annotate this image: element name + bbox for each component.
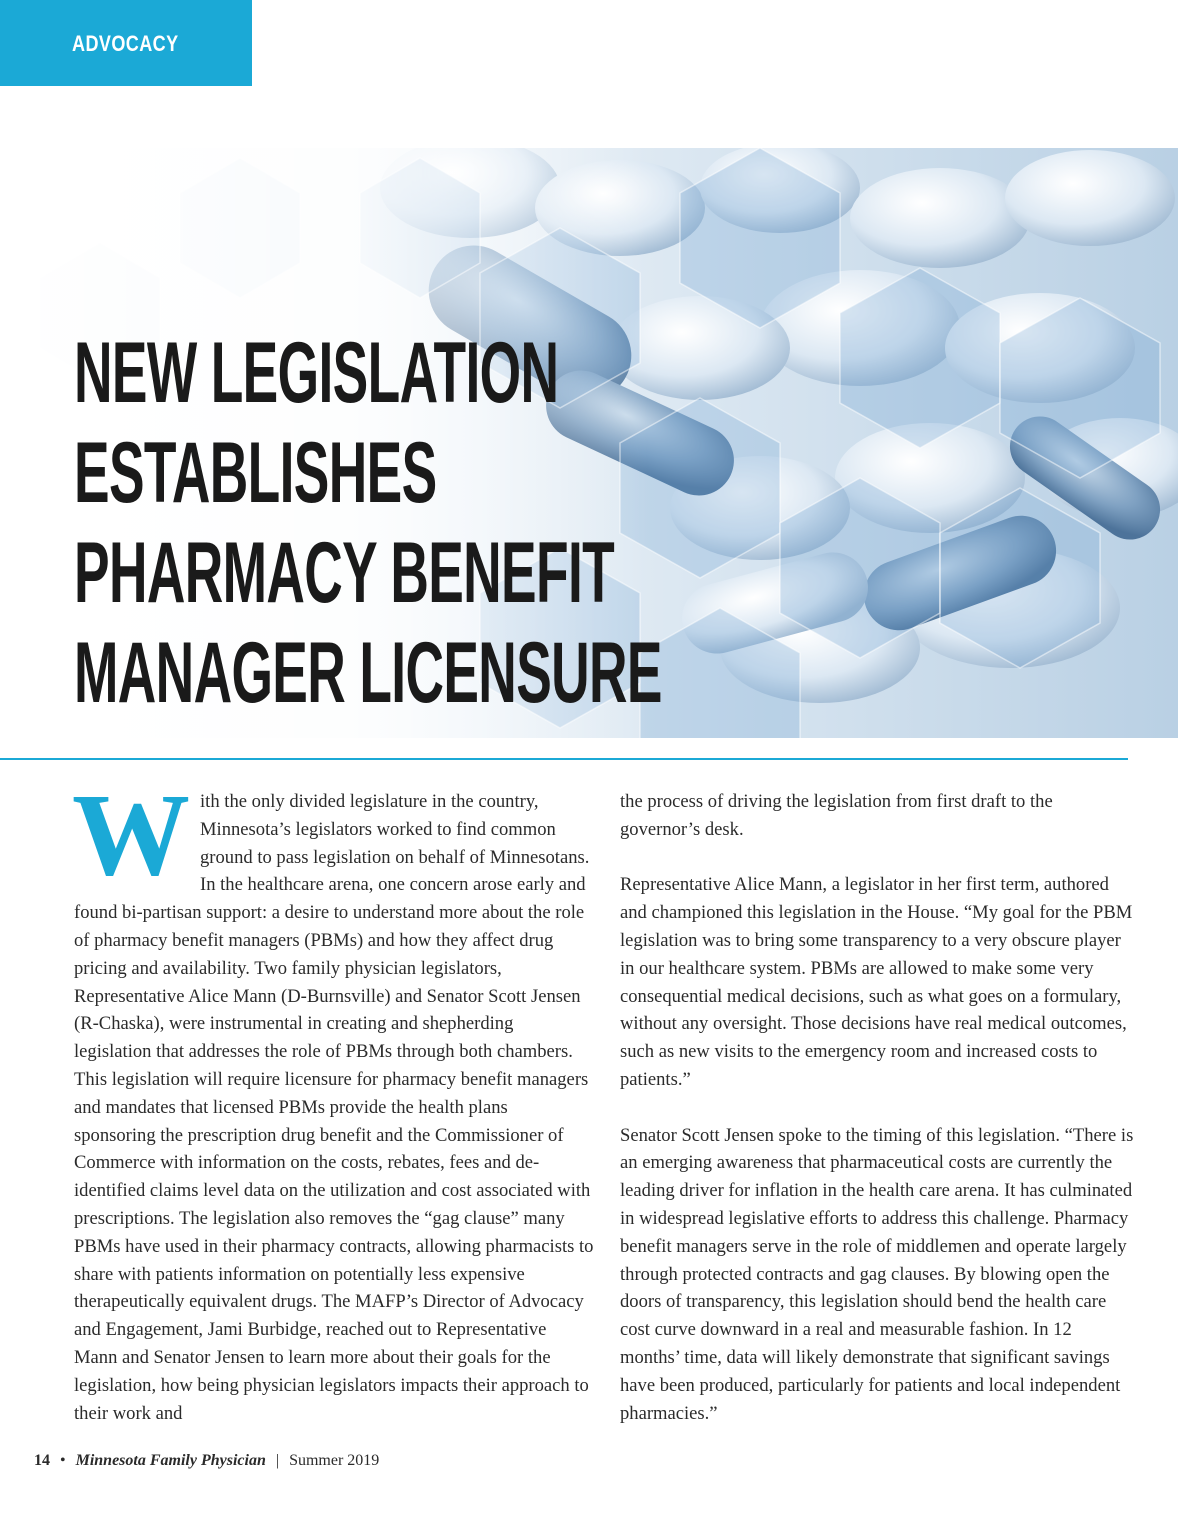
headline-line-4: MANAGER LICENSURE	[74, 625, 662, 721]
footer-separator: |	[275, 1452, 280, 1469]
article-paragraph: the process of driving the legislation from first draft to the governor’s desk.	[620, 791, 1053, 840]
headline-line-2: ESTABLISHES	[74, 425, 437, 521]
page-footer	[34, 1452, 379, 1470]
issue-date: Summer 2019	[289, 1452, 380, 1469]
drop-cap: W	[72, 769, 190, 900]
paragraph-text: ith the only divided legislature in the country, Minnesota’s legislators worked to find common ground to pass legislation on behalf of Minnesotans. In the healthcare arena, one concern arose early and found bi-partisan support: a desire to understand more about the role of pharmacy benefit managers (PBMs) and how they affect drug pricing and availability. Two family physician legislators, Representative Alice Mann (D-Burnsville) and Senator Scott Jensen (R-Chaska), were instrumental in creating and shepherding legislation that addresses the role of PBMs through both chambers. This legislation will require licensure for pharmacy benefit managers and mandates that licensed PBMs provide the health plans sponsoring the prescription drug benefit and the Commissioner of Commerce with information on the costs, rebates, fees and de-identified claims level data on the utilization and cost associated with prescriptions. The legislation also removes the “gag clause” many PBMs have used in their pharmacy contracts, allowing pharmacists to share with patients information on potentially less expensive therapeutically equivalent drugs. The MAFP’s Director of Advocacy and Engagement, Jami Burbidge, reached out to Representative Mann and Senator Jensen to learn more about their goals for the legislation, how being physician legislators impacts their approach to their work and	[74, 791, 594, 1424]
section-tab-label: ADVOCACY	[72, 31, 179, 56]
article-paragraph	[72, 769, 594, 1427]
section-tab	[0, 0, 252, 86]
headline	[74, 323, 662, 723]
article-column-left	[72, 769, 594, 1427]
headline-line-1: NEW LEGISLATION	[74, 325, 559, 421]
divider-rule	[0, 758, 1128, 760]
headline-line-3: PHARMACY BENEFIT	[74, 525, 615, 621]
magazine-title: Minnesota Family Physician	[75, 1452, 266, 1469]
article-paragraph: Representative Alice Mann, a legislator in her first term, authored and championed this legislation in the House. “My goal for the PBM legislation was to bring some transparency to a very obscure player in our healthcare system. PBMs are allowed to make some very consequential medical decisions, such as what goes on a formulary, without any oversight. Those decisions have real medical outcomes, such as new visits to the emergency room and increased costs to patients.”	[620, 874, 1133, 1090]
page-number: 14	[34, 1452, 50, 1469]
footer-bullet: •	[60, 1452, 66, 1469]
article-paragraph: Senator Scott Jensen spoke to the timing of this legislation. “There is an emerging awareness that pharmaceutical costs are currently the leading driver for inflation in the health care arena. It has culminated in widespread legislative efforts to address this challenge. Pharmacy benefit managers serve in the role of middlemen and operate largely through protected contracts and gag clauses. By blowing open the doors of transparency, this legislation should bend the health care cost curve downward in a real and measurable fashion. In 12 months’ time, data will likely demonstrate that significant savings have been produced, particularly for patients and local independent pharmacies.”	[620, 1124, 1134, 1424]
article-column-right	[620, 788, 1135, 1427]
